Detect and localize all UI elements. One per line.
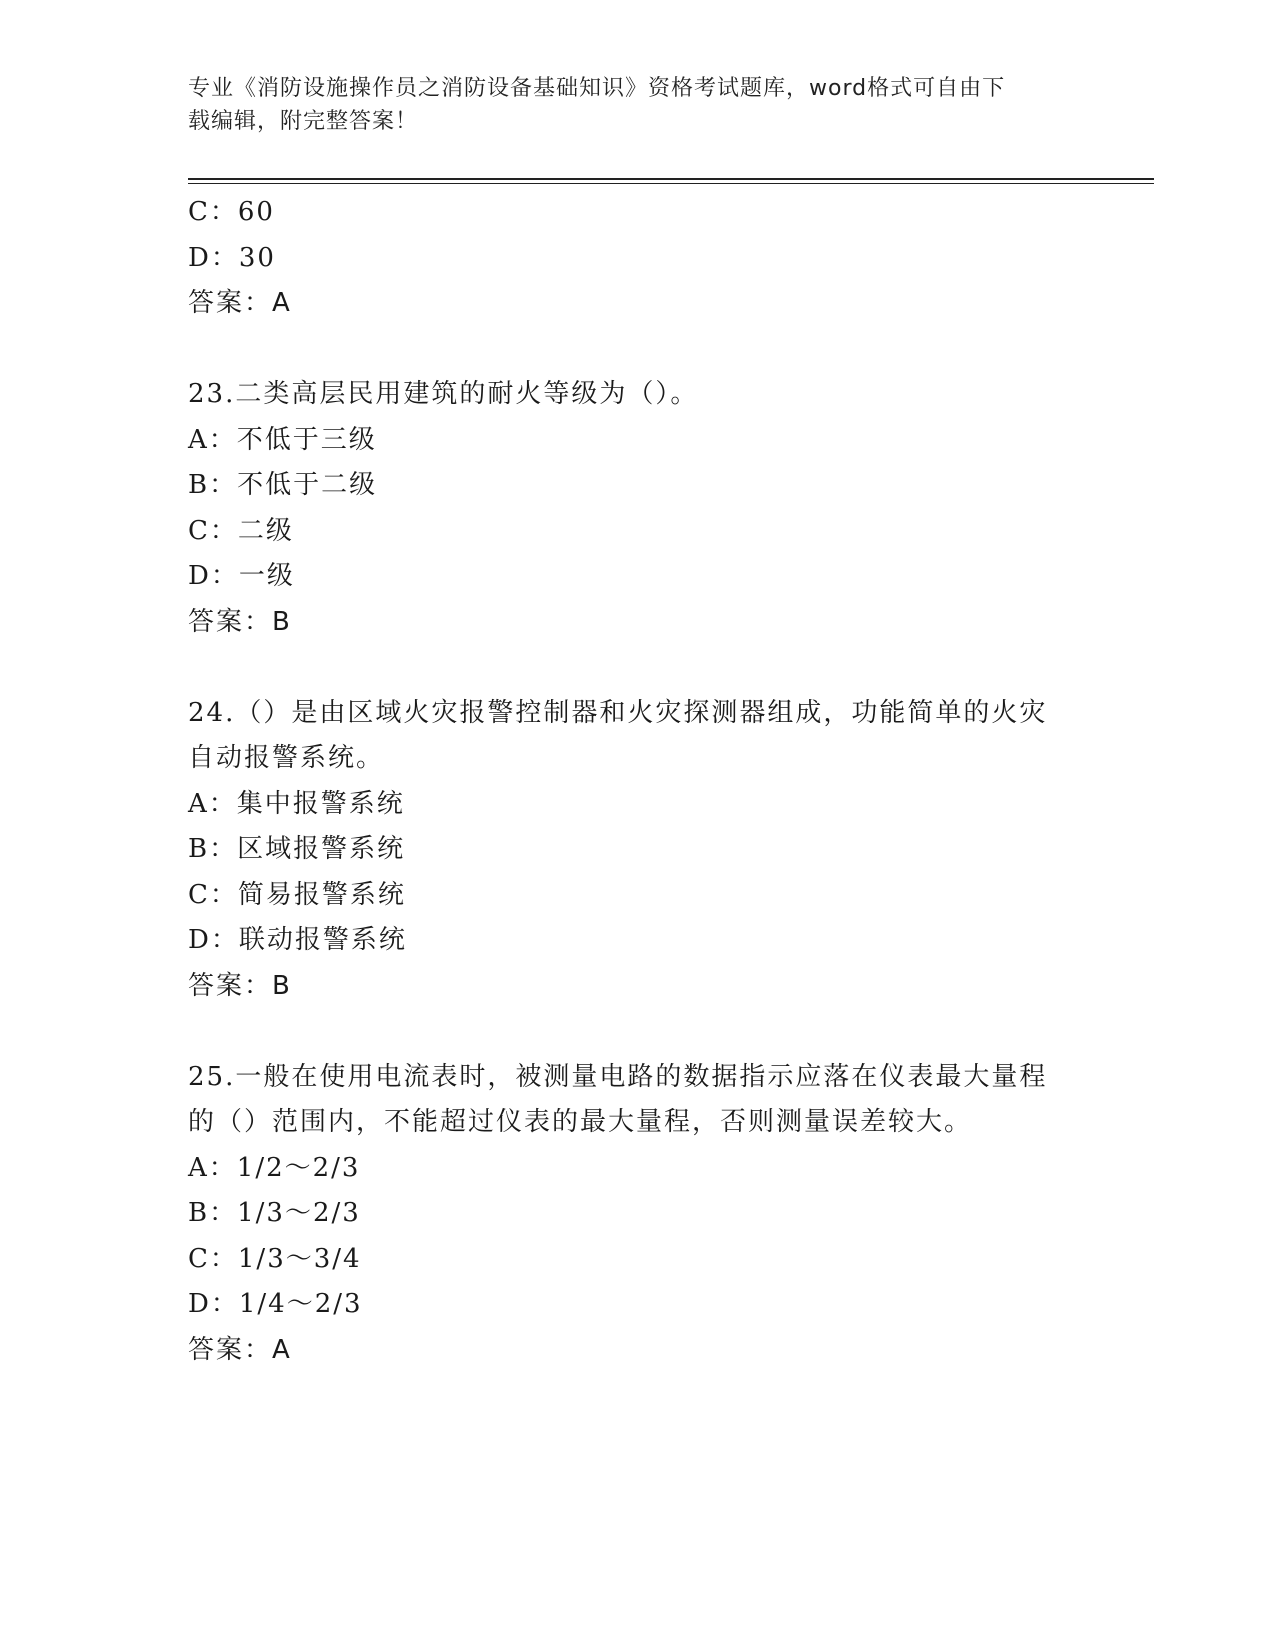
- option-b: B：1/3～2/3: [188, 1198, 361, 1228]
- question-stem: 25.一般在使用电流表时，被测量电路的数据指示应落在仪表最大量程: [188, 1061, 1048, 1092]
- question-stem: 23.二类高层民用建筑的耐火等级为（）。: [188, 379, 699, 409]
- option-a: A：不低于三级: [188, 424, 377, 455]
- question-stem-continued: 的（）范围内，不能超过仪表的最大量程，否则测量误差较大。: [188, 1107, 973, 1137]
- option-c: C：简易报警系统: [188, 879, 406, 910]
- spacer: [188, 645, 1088, 691]
- previous-question-tail: [188, 190, 1088, 327]
- header-line-1: 专业《消防设施操作员之消防设备基础知识》资格考试题库，word格式可自由下: [188, 76, 1006, 101]
- header-line-2: 载编辑，附完整答案！: [188, 109, 419, 134]
- option-b: B：区域报警系统: [188, 834, 406, 864]
- option-d: D：1/4～2/3: [188, 1289, 363, 1319]
- option-c: C：二级: [188, 515, 294, 546]
- question-content: [188, 190, 1088, 1373]
- option-d: D：联动报警系统: [188, 925, 407, 955]
- answer-line: 答案：A: [188, 1334, 292, 1365]
- answer-line: 答案：A: [188, 288, 292, 318]
- question-stem-continued: 自动报警系统。: [188, 743, 385, 773]
- question-23: [188, 372, 1088, 645]
- option-b: B：不低于二级: [188, 470, 378, 500]
- question-24: [188, 691, 1088, 1010]
- header-rule-thin: [188, 183, 1154, 184]
- question-stem: 24.（）是由区域火灾报警控制器和火灾探测器组成，功能简单的火灾: [188, 697, 1048, 728]
- option-a: A：集中报警系统: [188, 788, 405, 819]
- option-a: A：1/2～2/3: [188, 1152, 361, 1183]
- header-rule-thick: [188, 178, 1154, 180]
- spacer: [188, 327, 1088, 373]
- page-header: [188, 72, 1068, 138]
- option-c: C：60: [188, 197, 275, 227]
- spacer: [188, 1009, 1088, 1055]
- question-25: [188, 1055, 1088, 1374]
- option-d: D：30: [188, 242, 276, 273]
- answer-line: 答案：B: [188, 606, 292, 637]
- answer-line: 答案：B: [188, 970, 292, 1001]
- option-d: D：一级: [188, 561, 295, 591]
- option-c: C：1/3～3/4: [188, 1243, 362, 1274]
